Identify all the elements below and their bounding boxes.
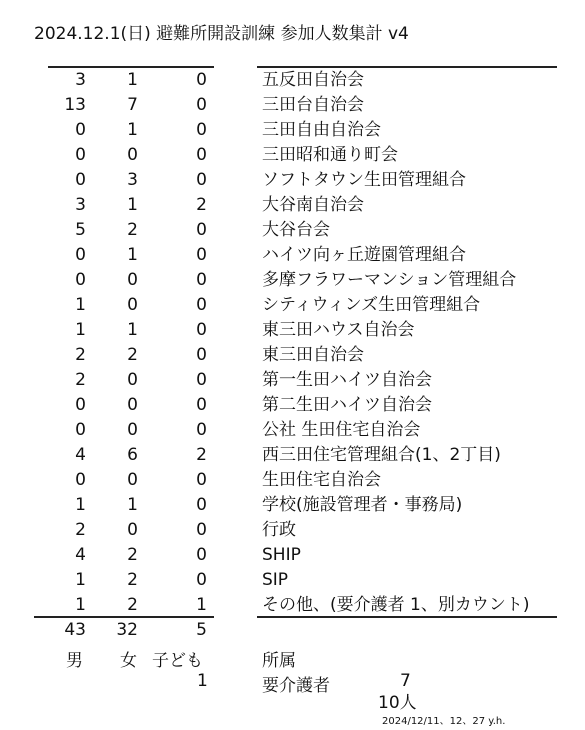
cell-child: 0 — [196, 170, 207, 190]
cell-female: 0 — [127, 270, 138, 290]
care-value: 7 — [400, 671, 411, 691]
cell-child: 0 — [196, 470, 207, 490]
cell-male: 1 — [75, 320, 86, 340]
cell-female: 0 — [127, 395, 138, 415]
cell-org: ハイツ向ヶ丘遊園管理組合 — [262, 245, 466, 265]
table-row — [0, 268, 585, 293]
table-row — [0, 243, 585, 268]
header-female: 女 — [120, 651, 137, 671]
cell-org: 第一生田ハイツ自治会 — [262, 370, 432, 390]
table-row — [0, 193, 585, 218]
cell-org: シティウィンズ生田管理組合 — [262, 295, 481, 315]
cell-male: 4 — [75, 445, 86, 465]
cell-child: 0 — [196, 395, 207, 415]
cell-male: 0 — [75, 420, 86, 440]
page-title: 2024.12.1(日) 避難所開設訓練 参加人数集計 v4 — [34, 24, 409, 44]
cell-org: SHIP — [262, 545, 301, 565]
cell-org: 三田自由自治会 — [262, 120, 381, 140]
cell-child: 0 — [196, 420, 207, 440]
table-row — [0, 343, 585, 368]
cell-female: 1 — [127, 120, 138, 140]
cell-male: 3 — [75, 70, 86, 90]
table-row — [0, 418, 585, 443]
cell-female: 2 — [127, 220, 138, 240]
cell-female: 3 — [127, 170, 138, 190]
cell-org: 公社 生田住宅自治会 — [262, 420, 421, 440]
cell-male: 1 — [75, 595, 86, 615]
cell-female: 0 — [127, 295, 138, 315]
cell-female: 0 — [127, 420, 138, 440]
table-row — [0, 468, 585, 493]
cell-org: 生田住宅自治会 — [262, 470, 381, 490]
table-row — [0, 493, 585, 518]
cell-female: 0 — [127, 145, 138, 165]
cell-female: 2 — [127, 345, 138, 365]
cell-male: 2 — [75, 370, 86, 390]
cell-female: 2 — [127, 570, 138, 590]
cell-org: 大谷南自治会 — [262, 195, 364, 215]
totals-row — [0, 618, 585, 643]
cell-male: 4 — [75, 545, 86, 565]
header-child: 子ども — [152, 651, 203, 671]
table-row — [0, 443, 585, 468]
cell-child: 2 — [196, 445, 207, 465]
cell-male: 0 — [75, 170, 86, 190]
cell-child: 0 — [196, 270, 207, 290]
table-row — [0, 568, 585, 593]
cell-child: 0 — [196, 495, 207, 515]
cell-child: 0 — [196, 545, 207, 565]
cell-female: 2 — [127, 595, 138, 615]
cell-org: その他、(要介護者 1、別カウント) — [262, 595, 530, 615]
cell-male: 0 — [75, 270, 86, 290]
cut-off-text — [370, 693, 450, 713]
cell-org: 東三田ハウス自治会 — [262, 320, 415, 340]
total-female: 32 — [116, 620, 138, 640]
total-child: 5 — [196, 620, 207, 640]
header-org: 所属 — [262, 651, 296, 671]
table-row — [0, 518, 585, 543]
cell-female: 0 — [127, 520, 138, 540]
cell-female: 6 — [127, 445, 138, 465]
cell-child: 0 — [196, 245, 207, 265]
table-row — [0, 593, 585, 618]
cell-male: 1 — [75, 295, 86, 315]
cell-male: 1 — [75, 495, 86, 515]
cell-male: 13 — [64, 95, 86, 115]
table-row — [0, 168, 585, 193]
cell-male: 2 — [75, 520, 86, 540]
cell-org: 行政 — [262, 520, 296, 540]
cut-off-text-content: 10人 — [378, 693, 417, 713]
cell-org: ソフトタウン生田管理組合 — [262, 170, 466, 190]
cell-org: 三田昭和通り町会 — [262, 145, 398, 165]
cell-org: SIP — [262, 570, 289, 590]
table-row — [0, 318, 585, 343]
cell-child: 0 — [196, 570, 207, 590]
table-row — [0, 218, 585, 243]
cell-male: 3 — [75, 195, 86, 215]
cell-child: 0 — [196, 120, 207, 140]
cell-child: 0 — [196, 345, 207, 365]
cell-child: 0 — [196, 70, 207, 90]
table-row — [0, 143, 585, 168]
cell-female: 7 — [127, 95, 138, 115]
table-row — [0, 118, 585, 143]
table-row — [0, 393, 585, 418]
cell-org: 大谷台会 — [262, 220, 330, 240]
header-male: 男 — [66, 651, 83, 671]
cell-org: 五反田自治会 — [262, 70, 364, 90]
cell-child: 0 — [196, 95, 207, 115]
cell-male: 1 — [75, 570, 86, 590]
footnote: 2024/12/11、12、27 y.h. — [382, 716, 506, 727]
cell-child: 1 — [196, 595, 207, 615]
cell-org: 多摩フラワーマンション管理組合 — [262, 270, 517, 290]
table-row — [0, 293, 585, 318]
cell-male: 0 — [75, 395, 86, 415]
cell-org: 学校(施設管理者・事務局) — [262, 495, 463, 515]
cell-male: 0 — [75, 245, 86, 265]
cell-org: 西三田住宅管理組合(1、2丁目) — [262, 445, 501, 465]
cell-male: 0 — [75, 120, 86, 140]
table-row — [0, 93, 585, 118]
cell-child: 0 — [196, 145, 207, 165]
cell-male: 0 — [75, 145, 86, 165]
cell-female: 2 — [127, 545, 138, 565]
table-row — [0, 543, 585, 568]
cell-male: 2 — [75, 345, 86, 365]
cell-child: 0 — [196, 220, 207, 240]
care-label: 要介護者 — [262, 676, 330, 696]
table-row — [0, 368, 585, 393]
cell-child: 0 — [196, 520, 207, 540]
cell-female: 1 — [127, 320, 138, 340]
cell-child: 0 — [196, 370, 207, 390]
cell-male: 0 — [75, 470, 86, 490]
cell-org: 東三田自治会 — [262, 345, 364, 365]
cell-child: 0 — [196, 295, 207, 315]
cell-female: 1 — [127, 195, 138, 215]
cell-female: 1 — [127, 70, 138, 90]
total-male: 43 — [64, 620, 86, 640]
cell-female: 0 — [127, 470, 138, 490]
cell-female: 1 — [127, 245, 138, 265]
cell-org: 三田台自治会 — [262, 95, 364, 115]
cell-child: 0 — [196, 320, 207, 340]
cell-male: 5 — [75, 220, 86, 240]
care-count: 1 — [197, 671, 208, 691]
cell-female: 1 — [127, 495, 138, 515]
cell-female: 0 — [127, 370, 138, 390]
cell-org: 第二生田ハイツ自治会 — [262, 395, 432, 415]
table-row — [0, 68, 585, 93]
cell-child: 2 — [196, 195, 207, 215]
